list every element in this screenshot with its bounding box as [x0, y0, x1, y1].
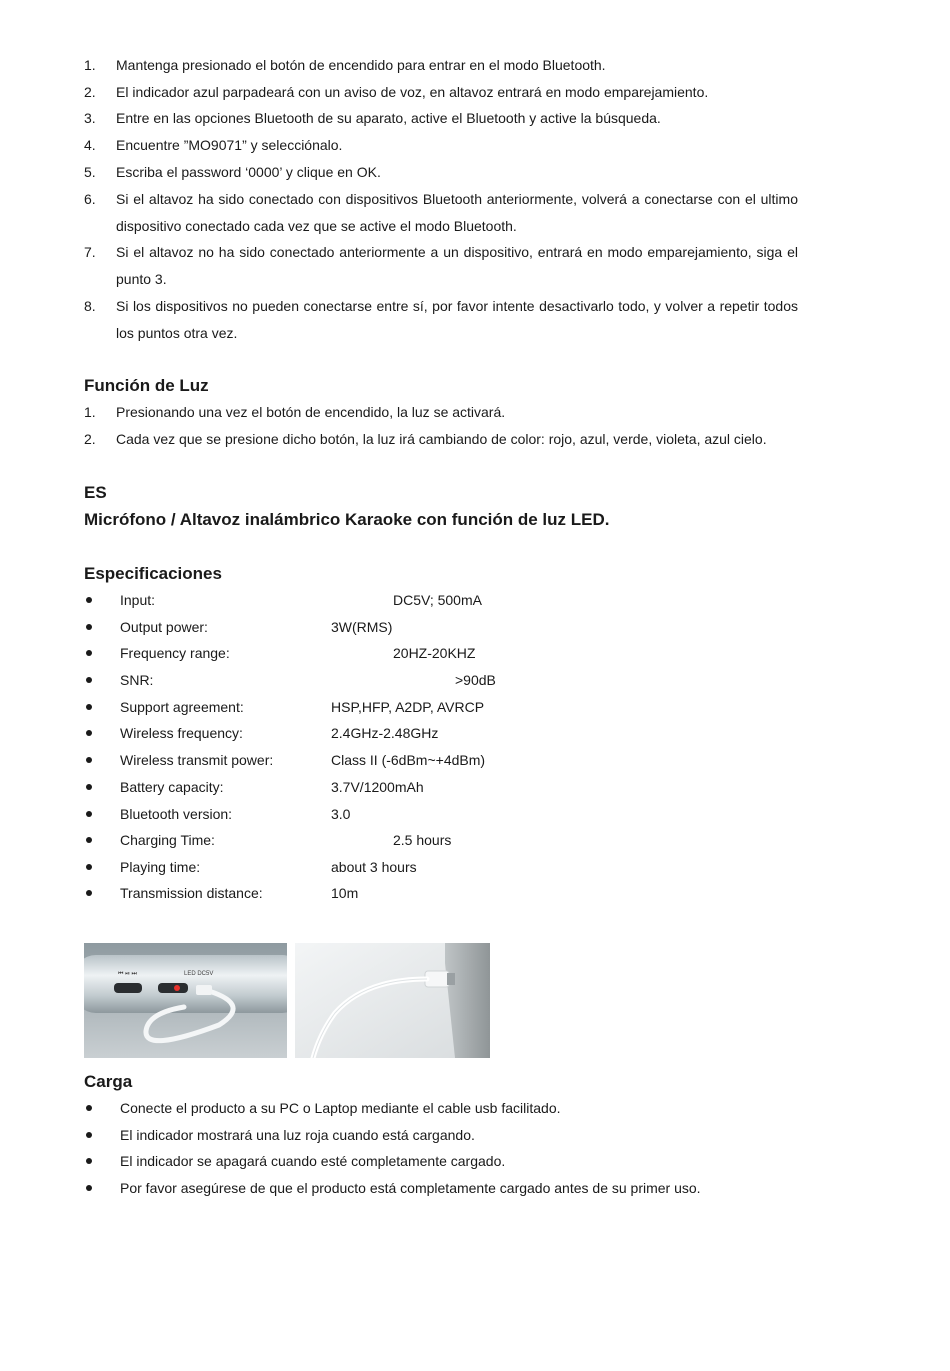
spec-row: [84, 830, 784, 850]
bullet-icon: [86, 784, 92, 790]
step-item: [84, 52, 798, 79]
step-item: [84, 186, 798, 240]
language-code: ES: [84, 483, 107, 502]
bullet-icon: [86, 624, 92, 630]
step-item: [84, 79, 798, 106]
spec-label: Transmission distance:: [120, 885, 263, 901]
light-item-text: Presionando una vez el botón de encendido, la luz se activará.: [116, 404, 506, 420]
bullet-icon: [86, 1158, 92, 1164]
step-number: 6.: [84, 191, 96, 207]
charge-item-text: Conecte el producto a su PC o Laptop mediante el cable usb facilitado.: [120, 1100, 561, 1116]
product-title: Micrófono / Altavoz inalámbrico Karaoke con función de luz LED.: [84, 510, 610, 529]
spec-label: Frequency range:: [120, 645, 230, 661]
step-text: El indicador azul parpadeará con un aviso de voz, en altavoz entrará en modo emparejamiento.: [116, 84, 709, 100]
bullet-icon: [86, 811, 92, 817]
bullet-icon: [86, 597, 92, 603]
step-item: [84, 105, 798, 132]
spec-value: HSP,HFP, A2DP, AVRCP: [331, 699, 485, 715]
bullet-icon: [86, 890, 92, 896]
spec-value: 20HZ-20KHZ: [393, 645, 476, 661]
spec-label: Support agreement:: [120, 699, 244, 715]
bullet-icon: [86, 837, 92, 843]
step-number: 1.: [84, 57, 96, 73]
device-charging-photo: [84, 943, 287, 1058]
step-number: 8.: [84, 298, 96, 314]
charge-item: [84, 1125, 798, 1145]
usb-laptop-photo: [295, 943, 490, 1058]
step-text: Si el altavoz no ha sido conectado anteriormente a un dispositivo, entrará en modo emparejamiento, siga el punto 3.: [116, 244, 798, 287]
spec-row: [84, 777, 784, 797]
light-item: [84, 426, 798, 453]
spec-value: Class II (-6dBm~+4dBm): [331, 752, 486, 768]
step-number: 7.: [84, 244, 96, 260]
spec-row: [84, 643, 784, 663]
port-labels-print: LED DC5V: [184, 971, 214, 977]
charge-heading: Carga: [84, 1072, 133, 1091]
spec-row: [84, 857, 784, 877]
charge-item-text: Por favor asegúrese de que el producto está completamente cargado antes de su primer uso.: [120, 1180, 701, 1196]
spec-row: [84, 883, 784, 903]
controls-print: ⏮ ⏯ ⏭: [118, 971, 137, 977]
charge-item: [84, 1178, 798, 1198]
charge-item: [84, 1098, 798, 1118]
spec-label: Bluetooth version:: [120, 806, 233, 822]
spec-value: 3.7V/1200mAh: [331, 779, 424, 795]
spec-label: Wireless transmit power:: [120, 752, 274, 768]
spec-value: 10m: [331, 885, 359, 901]
charge-item-text: El indicador mostrará una luz roja cuando está cargando.: [120, 1127, 475, 1143]
step-number: 5.: [84, 164, 96, 180]
spec-label: Playing time:: [120, 859, 201, 875]
light-item-number: 1.: [84, 404, 96, 420]
step-text: Escriba el password ‘0000’ y clique en OK.: [116, 164, 381, 180]
bullet-icon: [86, 864, 92, 870]
step-text: Entre en las opciones Bluetooth de su aparato, active el Bluetooth y active la búsqueda.: [116, 110, 661, 126]
step-number: 3.: [84, 110, 96, 126]
step-text: Mantenga presionado el botón de encendido para entrar en el modo Bluetooth.: [116, 57, 606, 73]
step-number: 4.: [84, 137, 96, 153]
spec-value: 2.5 hours: [393, 832, 452, 848]
spec-row: [84, 590, 784, 610]
light-item: [84, 399, 798, 426]
step-item: [84, 159, 798, 186]
bullet-icon: [86, 1132, 92, 1138]
light-heading: Función de Luz: [84, 376, 209, 395]
spec-row: [84, 617, 784, 637]
spec-value: >90dB: [455, 672, 496, 688]
bullet-icon: [86, 650, 92, 656]
spec-value: DC5V; 500mA: [393, 592, 482, 608]
charge-item: [84, 1151, 798, 1171]
bullet-icon: [86, 730, 92, 736]
step-item: [84, 132, 798, 159]
spec-label: Charging Time:: [120, 832, 215, 848]
step-item: [84, 239, 798, 293]
bullet-icon: [86, 1185, 92, 1191]
bullet-icon: [86, 1105, 92, 1111]
spec-label: Output power:: [120, 619, 208, 635]
spec-label: SNR:: [120, 672, 154, 688]
spec-row: [84, 670, 784, 690]
spec-row: [84, 723, 784, 743]
step-item: [84, 293, 798, 347]
spec-value: 3.0: [331, 806, 351, 822]
bullet-icon: [86, 704, 92, 710]
spec-row: [84, 750, 784, 770]
spec-row: [84, 697, 784, 717]
spec-label: Wireless frequency:: [120, 725, 243, 741]
spec-value: about 3 hours: [331, 859, 417, 875]
specs-heading: Especificaciones: [84, 564, 222, 583]
spec-label: Battery capacity:: [120, 779, 224, 795]
light-item-text: Cada vez que se presione dicho botón, la luz irá cambiando de color: rojo, azul, verde, violeta, azul cielo.: [116, 431, 767, 447]
spec-row: [84, 804, 784, 824]
step-number: 2.: [84, 84, 96, 100]
light-item-number: 2.: [84, 431, 96, 447]
spec-label: Input:: [120, 592, 156, 608]
charge-item-text: El indicador se apagará cuando esté completamente cargado.: [120, 1153, 506, 1169]
step-text: Si los dispositivos no pueden conectarse entre sí, por favor intente desactivarlo todo, y volver a repetir todos los puntos otra vez.: [116, 298, 798, 341]
spec-value: 3W(RMS): [331, 619, 393, 635]
bullet-icon: [86, 677, 92, 683]
step-text: Si el altavoz ha sido conectado con dispositivos Bluetooth anteriormente, volverá a conectarse con el ultimo dispositivo conectado cada vez que se active el modo Bluetooth.: [116, 191, 798, 234]
bullet-icon: [86, 757, 92, 763]
step-text: Encuentre ”MO9071” y selecciónalo.: [116, 137, 343, 153]
spec-value: 2.4GHz-2.48GHz: [331, 725, 439, 741]
